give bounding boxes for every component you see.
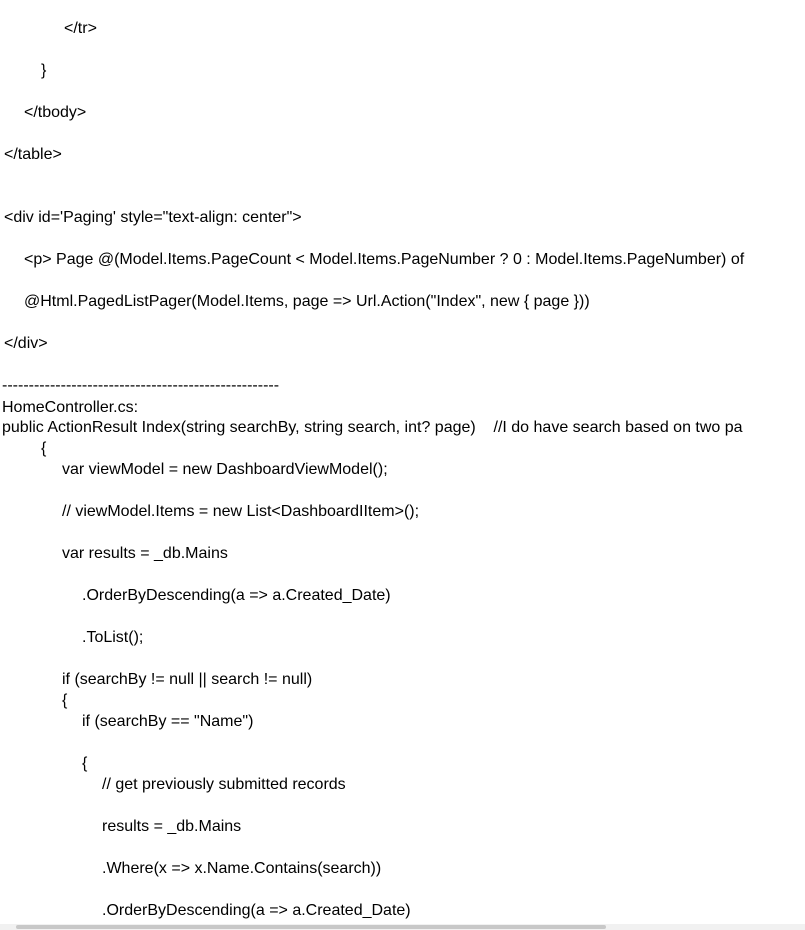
code-line: var results = _db.Mains <box>62 545 228 562</box>
horizontal-scrollbar[interactable] <box>0 924 805 930</box>
code-line: public ActionResult Index(string searchBy, string search, int? page) //I do have search based on two pa <box>2 419 743 436</box>
code-line: if (searchBy != null || search != null) <box>62 671 313 688</box>
code-line: { <box>41 440 47 457</box>
code-line: <p> Page @(Model.Items.PageCount < Model.Items.PageNumber ? 0 : Model.Items.PageNumber) of <box>24 251 745 268</box>
code-line: // viewModel.Items = new List<DashboardIItem>(); <box>62 503 420 520</box>
code-line: </tbody> <box>24 104 87 121</box>
code-line: .ToList(); <box>82 629 144 646</box>
separator-line: ---------------------------------------------------- <box>2 377 280 394</box>
code-line: </table> <box>4 146 62 163</box>
code-line: var viewModel = new DashboardViewModel(); <box>62 461 388 478</box>
code-line: { <box>62 692 68 709</box>
code-line: @Html.PagedListPager(Model.Items, page => Url.Action("Index", new { page })) <box>24 293 590 310</box>
code-line: } <box>41 62 47 79</box>
code-line: .Where(x => x.Name.Contains(search)) <box>102 860 382 877</box>
scrollbar-thumb[interactable] <box>16 925 606 929</box>
code-line: </div> <box>4 335 48 352</box>
code-line: .OrderByDescending(a => a.Created_Date) <box>102 902 411 919</box>
code-line: .OrderByDescending(a => a.Created_Date) <box>82 587 391 604</box>
file-heading: HomeController.cs: <box>2 399 139 416</box>
code-line: if (searchBy == "Name") <box>82 713 254 730</box>
code-line: <div id='Paging' style="text-align: center"> <box>4 209 302 226</box>
code-line: results = _db.Mains <box>102 818 242 835</box>
code-line: // get previously submitted records <box>102 776 346 793</box>
code-line: </tr> <box>64 20 97 37</box>
code-line: { <box>82 755 88 772</box>
